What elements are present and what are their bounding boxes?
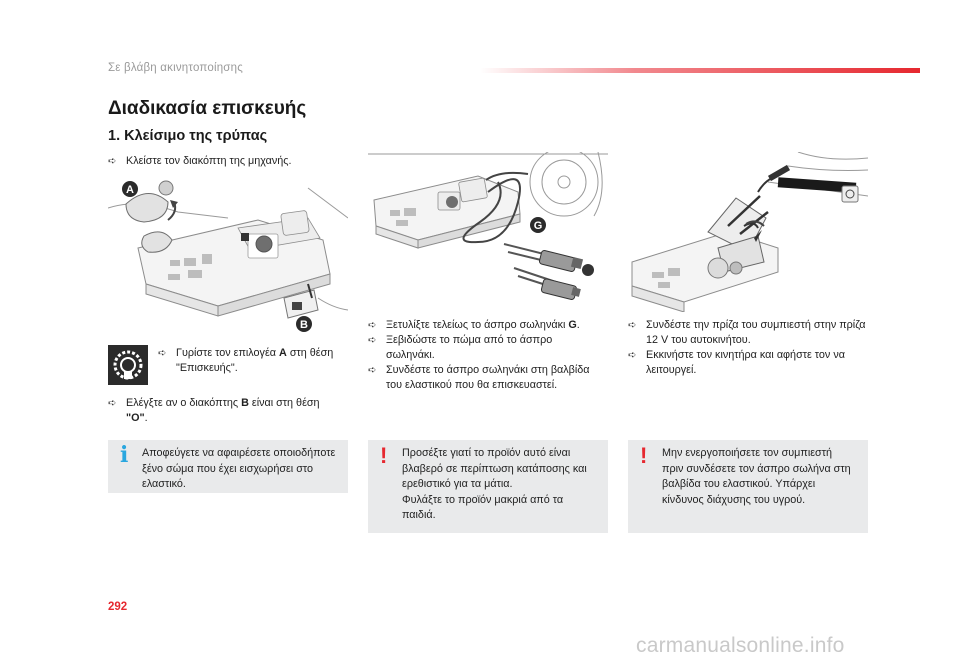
arrow-bullet-icon: ➪	[368, 335, 377, 346]
label-a: A	[126, 184, 134, 196]
warning-note-box-2	[628, 440, 868, 533]
step-text-a: Ξετυλίξτε τελείως το άσπρο σωληνάκι	[386, 319, 569, 331]
warning-note-box	[368, 440, 608, 533]
step-text: Συνδέστε την πρίζα του συμπιεστή στην πρίζα 12 V του αυτοκινήτου.	[646, 319, 866, 346]
watermark: carmanualsonline.info	[636, 634, 845, 657]
arrow-bullet-icon: ➪	[368, 365, 377, 376]
warning-text: Μην ενεργοποιήσετε τον συμπιεστή πριν συνδέσετε τον άσπρο σωλήνα στη βαλβίδα του ελαστικού. Υπάρχει κίνδυνος διάχυσης του υγρού.	[662, 447, 851, 506]
step-text-bold: A	[279, 347, 287, 359]
warning-text-2: Φυλάξτε το προϊόν μακριά από τα παιδιά.	[402, 493, 564, 521]
col3-step-1	[628, 318, 868, 348]
step-text-c: .	[144, 412, 148, 424]
col2-step-2	[368, 333, 590, 363]
info-icon: i	[120, 442, 129, 468]
step-text-bold: B	[241, 397, 249, 409]
step-text-bold: G	[568, 319, 577, 331]
hose-illustration	[368, 152, 608, 312]
sub-title: 1. Κλείσιμο της τρύπας	[108, 128, 268, 144]
col2-step-3	[368, 363, 608, 393]
arrow-bullet-icon: ➪	[108, 398, 117, 409]
step-text-b: είναι στη θέση	[248, 397, 320, 409]
step-text-b: .	[576, 319, 580, 331]
step-text-a: Γυρίστε τον επιλογέα	[176, 347, 280, 359]
step-text-a: Ελέγξτε αν ο διακόπτης	[126, 397, 242, 409]
plug-illustration	[628, 152, 868, 312]
label-g: G	[533, 220, 543, 232]
header-accent-line	[480, 68, 920, 73]
compressor-selector-illustration	[108, 178, 348, 336]
arrow-bullet-icon: ➪	[628, 320, 637, 331]
col2-step-1	[368, 318, 608, 333]
info-note-box	[108, 440, 348, 493]
page-title: Διαδικασία επισκευής	[108, 98, 307, 119]
page-number: 292	[108, 601, 128, 613]
step-text-bold-2: "O"	[126, 412, 145, 424]
arrow-bullet-icon: ➪	[628, 350, 637, 361]
info-note-text: Αποφεύγετε να αφαιρέσετε οποιοδήποτε ξένο σώμα που έχει εισχωρήσει στο ελαστικό.	[142, 447, 336, 490]
step-text: Εκκινήστε τον κινητήρα και αφήστε τον να λειτουργεί.	[646, 349, 845, 376]
exclamation-icon: !	[380, 443, 388, 468]
label-b: B	[300, 319, 308, 331]
warning-text-1: Προσέξτε γιατί το προϊόν αυτό είναι βλαβερό σε περίπτωση κατάποσης και ερεθιστικό για τα μάτια.	[402, 447, 587, 490]
col1-step-1	[108, 154, 348, 169]
arrow-bullet-icon: ➪	[368, 320, 377, 331]
step-text: Κλείστε τον διακόπτη της μηχανής.	[126, 155, 292, 167]
col1-step-2	[158, 346, 348, 376]
col3-step-2	[628, 348, 868, 378]
arrow-bullet-icon: ➪	[158, 348, 167, 359]
step-text: Ξεβιδώστε το πώμα από το άσπρο σωληνάκι.	[386, 334, 553, 361]
exclamation-icon: !	[640, 443, 648, 468]
col1-step-3	[108, 396, 323, 426]
section-header: Σε βλάβη ακινητοποίησης	[108, 62, 243, 74]
tire-repair-icon	[108, 345, 148, 385]
arrow-bullet-icon: ➪	[108, 156, 117, 167]
step-text-b: στη θέση "Επισκευής".	[176, 347, 334, 374]
step-text: Συνδέστε το άσπρο σωληνάκι στη βαλβίδα του ελαστικού που θα επισκευαστεί.	[386, 364, 590, 391]
